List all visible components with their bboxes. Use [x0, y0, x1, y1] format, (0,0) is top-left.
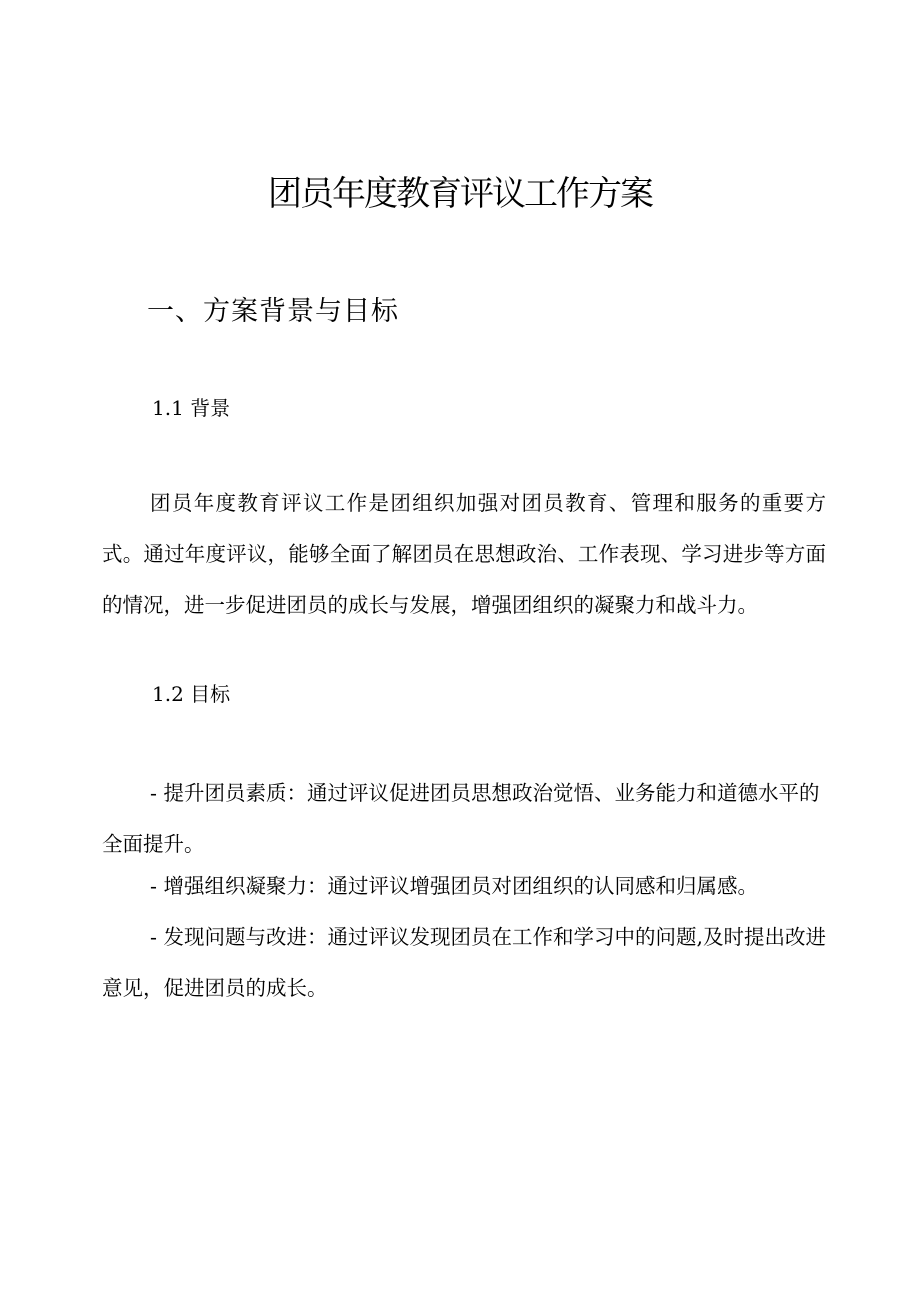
subsection-heading-goals: 1.2 目标: [152, 682, 231, 706]
goal-item: - 提升团员素质：通过评议促进团员思想政治觉悟、业务能力和道德水平的全面提升。: [102, 781, 820, 856]
goal-item: - 发现问题与改进：通过评议发现团员在工作和学习中的问题,及时提出改进意见，促进团员的成长。: [102, 925, 826, 1000]
background-paragraph: 团员年度教育评议工作是团组织加强对团员教育、管理和服务的重要方式。通过年度评议，能够全面了解团员在思想政治、工作表现、学习进步等方面的情况，进一步促进团员的成长与发展，增强团组织的凝聚力和战斗力。: [102, 491, 826, 617]
subsection-heading-background: 1.1 背景: [152, 396, 231, 420]
goal-item: - 增强组织凝聚力：通过评议增强团员对团组织的认同感和归属感。: [150, 874, 758, 898]
document-title: 团员年度教育评议工作方案: [268, 174, 652, 214]
section-heading: 一、方案背景与目标: [147, 296, 399, 327]
